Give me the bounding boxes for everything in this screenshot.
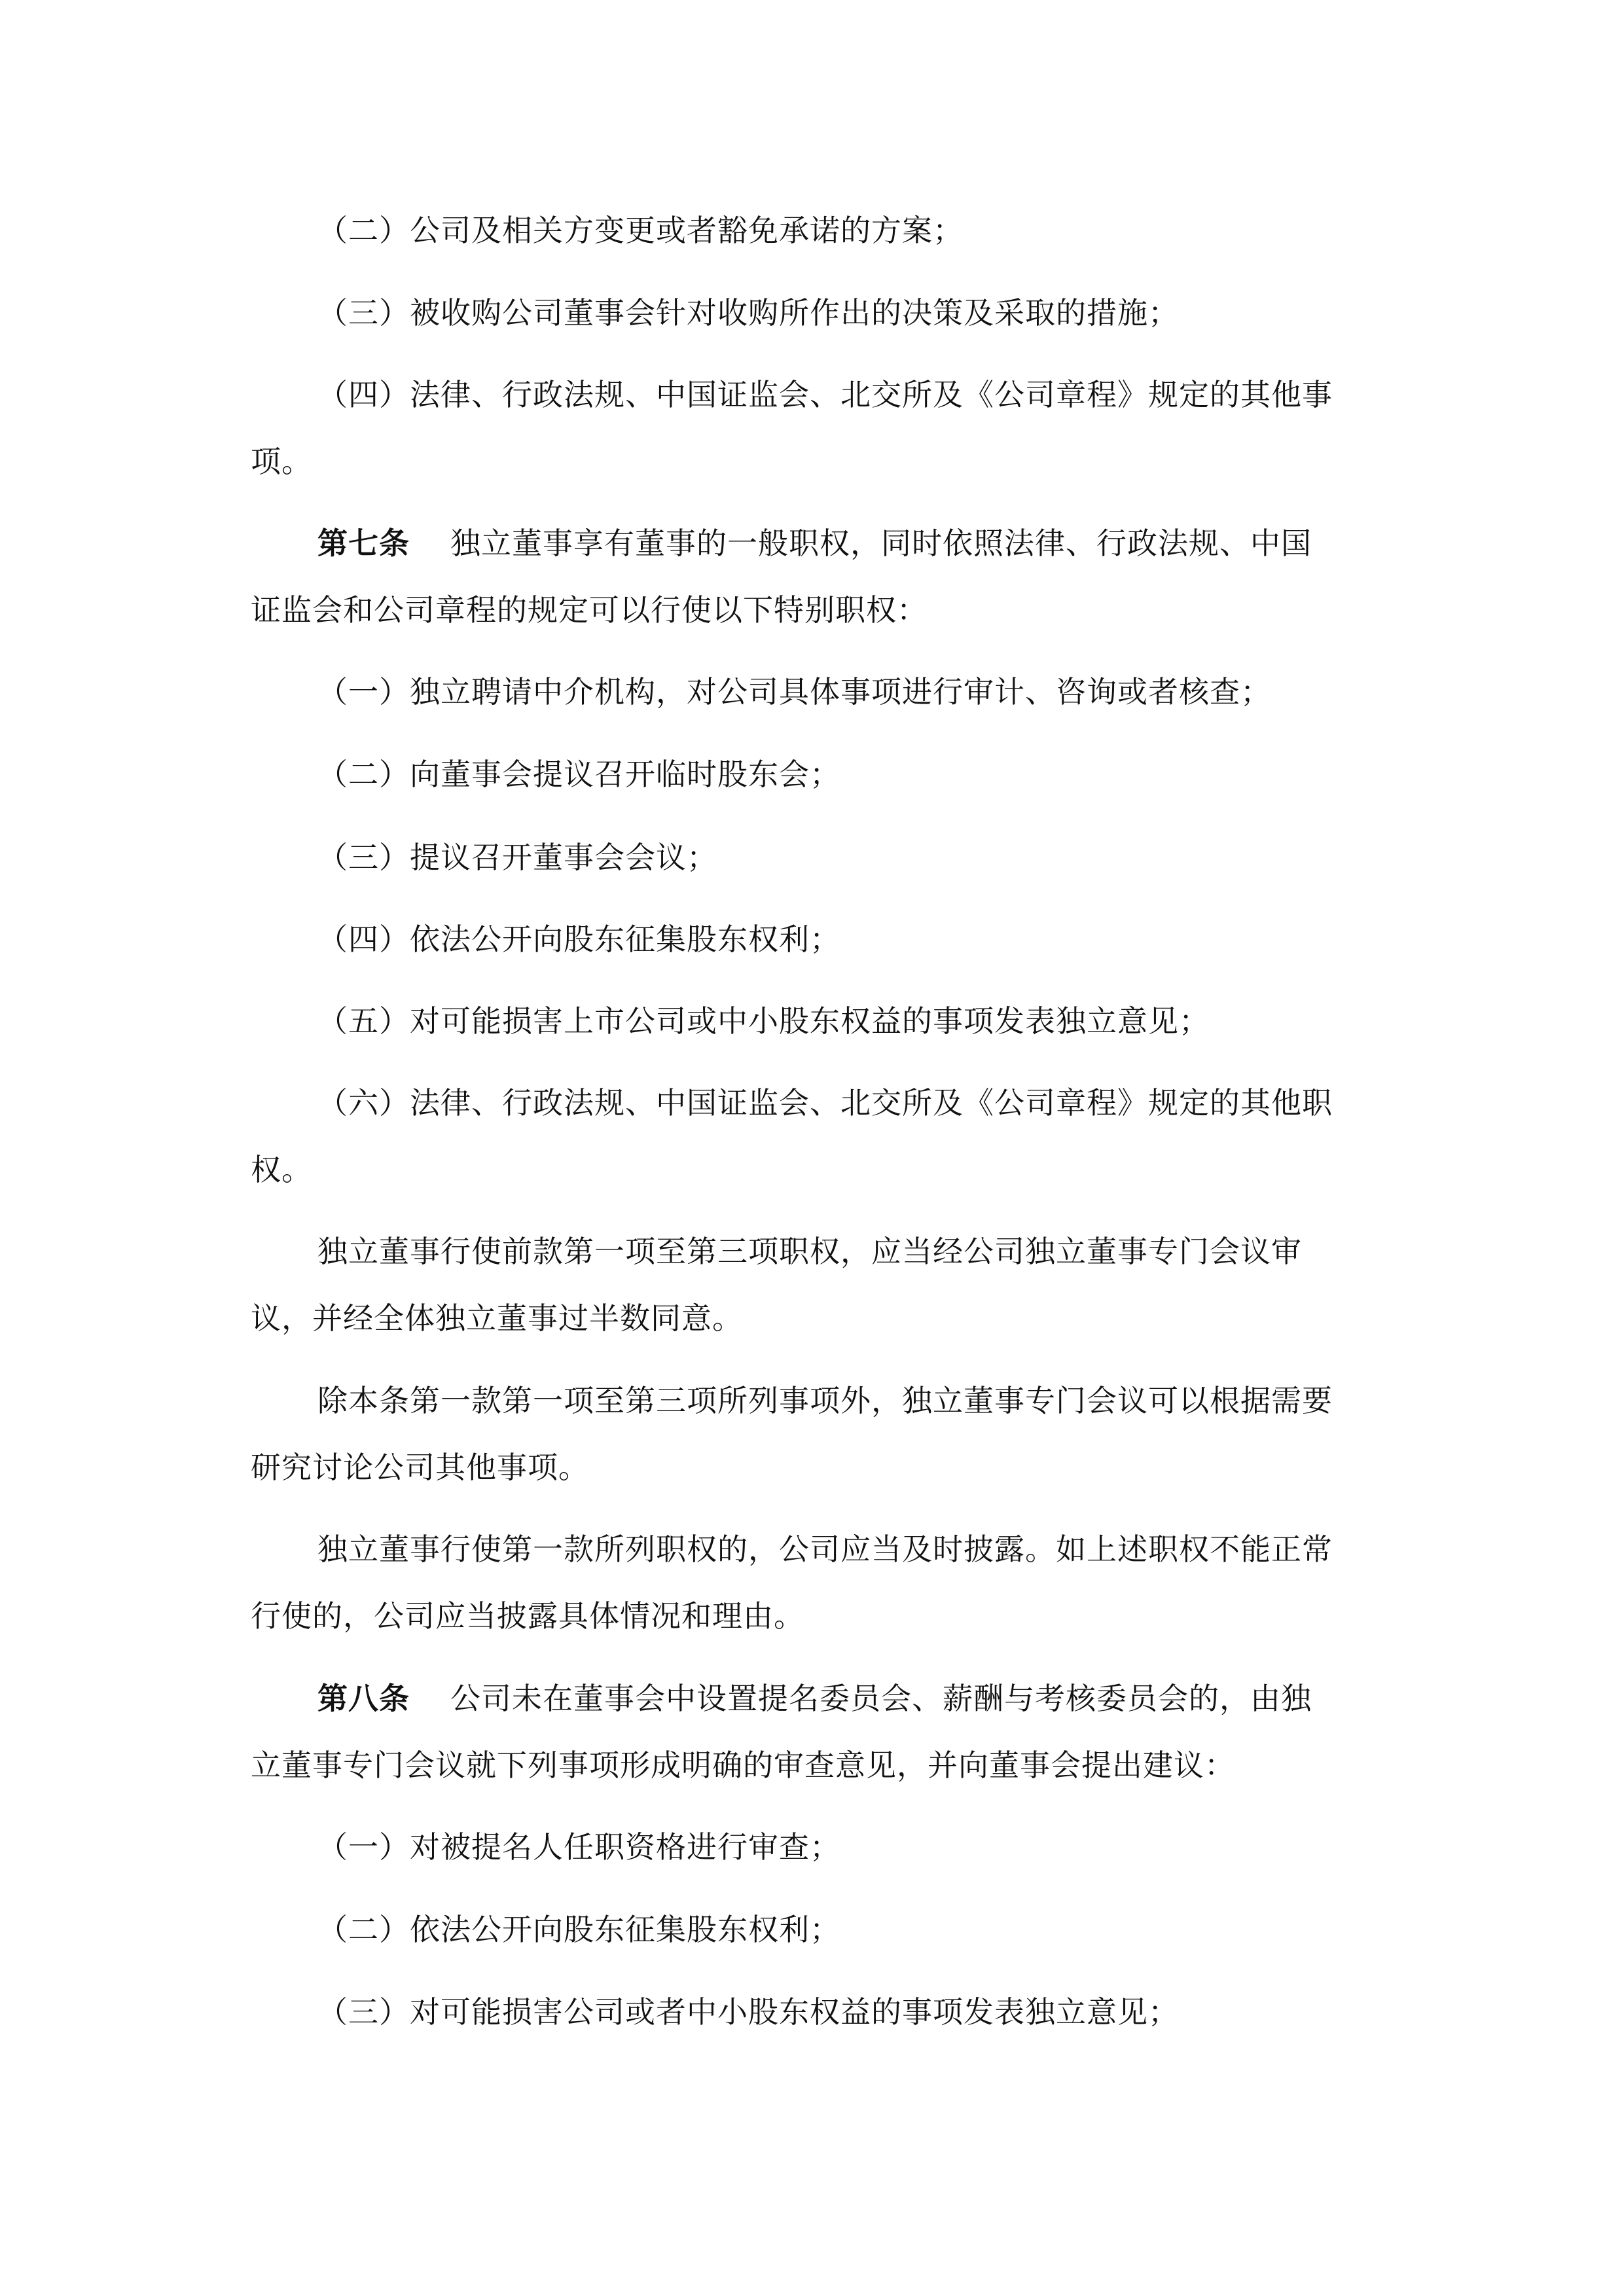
power-4: （四）依法公开向股东征集股东权利； — [317, 922, 840, 957]
review-item-3: （三）对可能损害公司或者中小股东权益的事项发表独立意见； — [317, 1994, 1179, 2030]
article-8-continuation: 立董事专门会议就下列事项形成明确的审查意见，并向董事会提出建议： — [251, 1748, 1235, 1783]
power-6: （六）法律、行政法规、中国证监会、北交所及《公司章程》规定的其他职 — [317, 1085, 1333, 1121]
article-8-heading-line: 第八条 公司未在董事会中设置提名委员会、薪酬与考核委员会的，由独 — [317, 1681, 1312, 1716]
article-7-heading-line: 第七条 独立董事享有董事的一般职权，同时依照法律、行政法规、中国 — [317, 526, 1312, 561]
power-5: （五）对可能损害上市公司或中小股东权益的事项发表独立意见； — [317, 1003, 1210, 1039]
paragraph-disclosure: 独立董事行使第一款所列职权的，公司应当及时披露。如上述职权不能正常 — [317, 1532, 1333, 1567]
power-6-continuation: 权。 — [251, 1152, 312, 1187]
item-4-other-matters: （四）法律、行政法规、中国证监会、北交所及《公司章程》规定的其他事 — [317, 377, 1333, 412]
paragraph-special-meeting: 除本条第一款第一项至第三项所列事项外，独立董事专门会议可以根据需要 — [317, 1383, 1333, 1418]
review-item-1: （一）对被提名人任职资格进行审查； — [317, 1829, 840, 1865]
paragraph-approval-continuation: 议，并经全体独立董事过半数同意。 — [251, 1300, 743, 1336]
paragraph-special-meeting-continuation: 研究讨论公司其他事项。 — [251, 1450, 589, 1485]
item-2-commitment: （二）公司及相关方变更或者豁免承诺的方案； — [317, 213, 964, 248]
paragraph-disclosure-continuation: 行使的，公司应当披露具体情况和理由。 — [251, 1598, 804, 1634]
article-7-continuation: 证监会和公司章程的规定可以行使以下特别职权： — [251, 592, 928, 628]
power-2: （二）向董事会提议召开临时股东会； — [317, 757, 840, 792]
power-1: （一）独立聘请中介机构，对公司具体事项进行审计、咨询或者核查； — [317, 674, 1271, 709]
item-4-continuation: 项。 — [251, 444, 312, 479]
item-3-acquisition: （三）被收购公司董事会针对收购所作出的决策及采取的措施； — [317, 295, 1179, 331]
review-item-2: （二）依法公开向股东征集股东权利； — [317, 1912, 840, 1947]
power-3: （三）提议召开董事会会议； — [317, 840, 717, 875]
article-7-label: 第七条 — [317, 526, 410, 561]
article-8-label: 第八条 — [317, 1681, 410, 1716]
paragraph-approval: 独立董事行使前款第一项至第三项职权，应当经公司独立董事专门会议审 — [317, 1234, 1302, 1269]
